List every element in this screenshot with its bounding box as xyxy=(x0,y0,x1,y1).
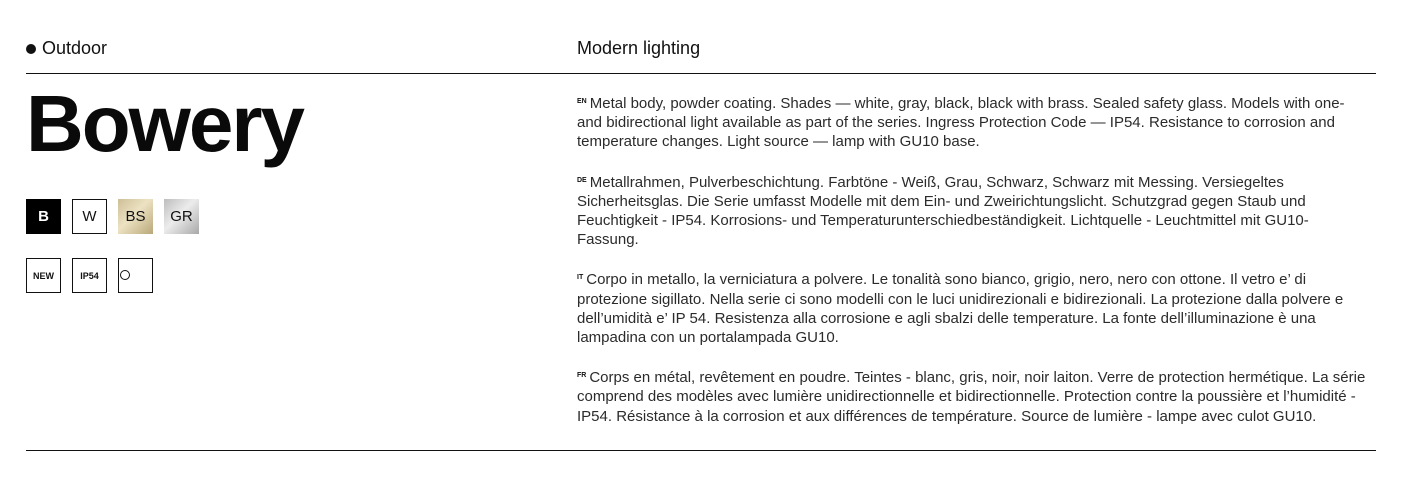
header xyxy=(26,36,1376,62)
top-divider xyxy=(26,73,1376,74)
swatch-gray[interactable]: GR xyxy=(164,199,199,234)
description-text: Metallrahmen, Pulverbeschichtung. Farbtöne - Weiß, Grau, Schwarz, Schwarz mit Messing. Versiegeltes Sicherheitsglas. Die Serie umfasst Modelle mit dem Ein- und Zweirichtungslicht. Schutzgrad gegen Staub und Feuchtigkeit - IP54. Korrosions- und Temperaturunterschiedbeständigkeit. Lichtquelle - Leuchtmittel mit GU10-Fassung. xyxy=(577,173,1309,249)
feature-badges xyxy=(26,258,153,293)
category xyxy=(26,38,107,59)
bottom-divider xyxy=(26,450,1376,451)
description-text: Corpo in metallo, la verniciatura a polvere. Le tonalità sono bianco, grigio, nero, nero con ottone. Il vetro e’ di protezione sigillato. Nella serie ci sono modelli con le luci unidirezionali e bidirezionali. La protezione dalla polvere e dell’umidità e’ IP 54. Resistenza alla corrosione e agli sbalzi delle temperature. La fonte dell’illuminazione è una lampadina con un portalampada GU10. xyxy=(577,271,1344,347)
bullet-icon xyxy=(26,44,36,54)
color-swatches xyxy=(26,199,199,234)
swatch-black-brass[interactable]: BS xyxy=(118,199,153,234)
description-text: Metal body, powder coating. Shades — white, gray, black, black with brass. Sealed safety glass. Models with one- and bidirectional light available as part of the series. Ingress Protection Code — IP54. Resistance to corrosion and temperature changes. Light source — lamp with GU10 base. xyxy=(577,95,1345,151)
description-de xyxy=(577,171,1367,250)
product-title: Bowery xyxy=(26,79,303,168)
descriptions xyxy=(577,92,1367,445)
new-badge: NEW xyxy=(26,258,61,293)
circle-icon xyxy=(120,270,130,280)
description-fr xyxy=(577,366,1367,426)
lang-code: DE xyxy=(577,176,587,184)
lang-code: FR xyxy=(577,372,587,380)
description-it xyxy=(577,268,1367,347)
light-direction-badge xyxy=(118,258,153,293)
swatch-white[interactable]: W xyxy=(72,199,107,234)
swatch-black[interactable]: B xyxy=(26,199,61,234)
description-en xyxy=(577,92,1367,152)
category-label: Outdoor xyxy=(42,38,108,58)
description-text: Corps en métal, revêtement en poudre. Teintes - blanc, gris, noir, noir laiton. Verre de protection hermétique. La série comprend des modèles avec lumière unidirectionnelle et bidirectionnelle. Protection contre la poussière et l’humidité - IP54. Résistance à la corrosion et aux différences de température. Source de lumière - lampe avec culot GU10. xyxy=(577,369,1366,425)
lang-code: IT xyxy=(577,274,584,282)
collection-subtitle: Modern lighting xyxy=(577,38,701,58)
ip54-badge: IP54 xyxy=(72,258,107,293)
lang-code: EN xyxy=(577,98,587,105)
